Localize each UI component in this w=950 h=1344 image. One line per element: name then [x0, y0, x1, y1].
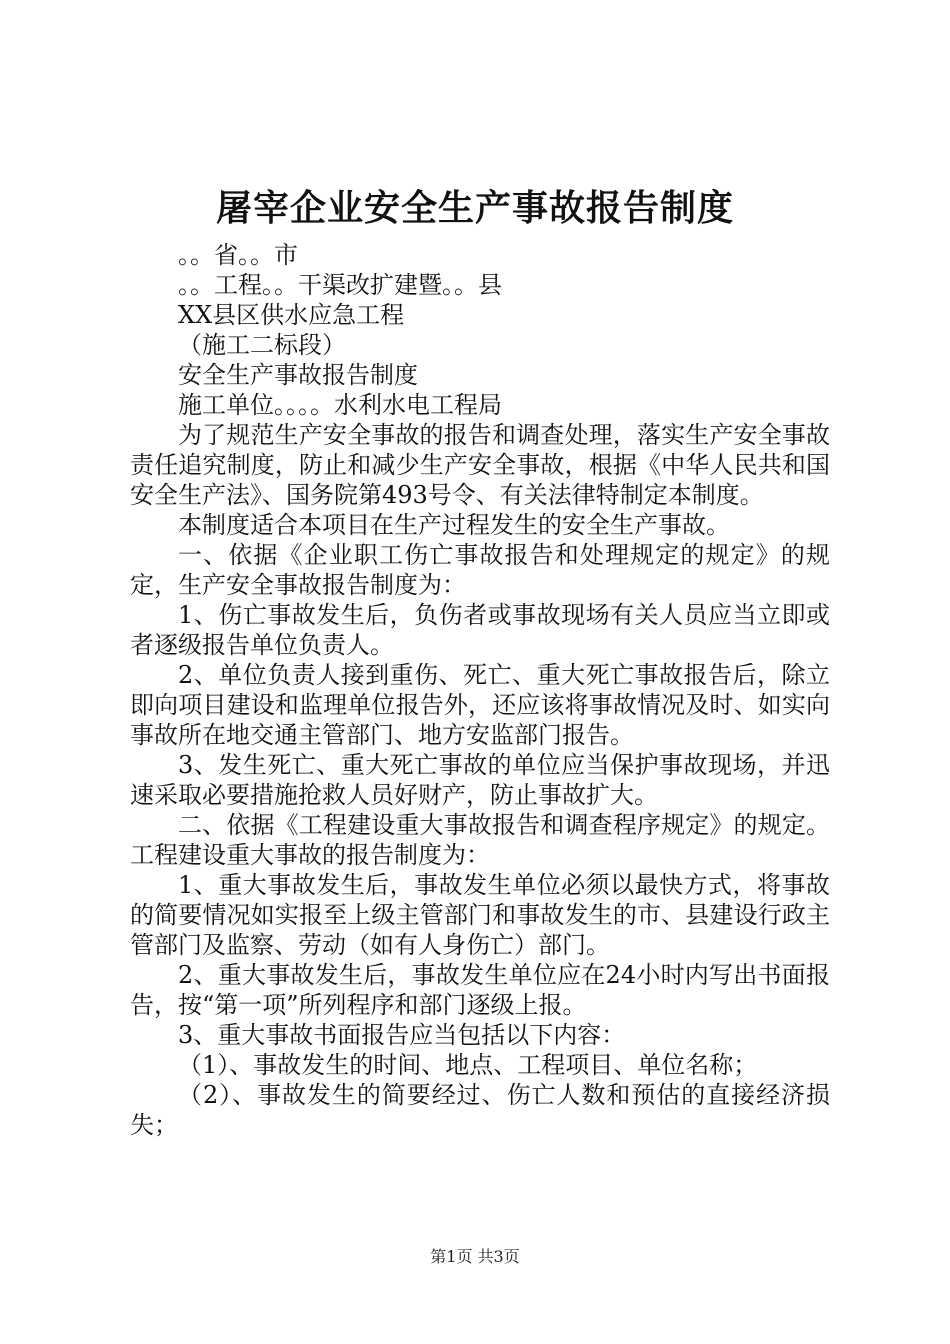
- document-title: 屠宰企业安全生产事故报告制度: [215, 187, 734, 229]
- paragraph: 二、依据《工程建设重大事故报告和调查程序规定》的规定。工程建设重大事故的报告制度为：: [130, 811, 830, 869]
- paragraph: （2）、事故发生的简要经过、伤亡人数和预估的直接经济损失；: [130, 1081, 830, 1139]
- paragraph: 2、重大事故发生后，事故发生单位应在24小时内写出书面报告，按“第一项”所列程序和部门逐级上报。: [130, 961, 830, 1019]
- paragraph: 本制度适合本项目在生产过程发生的安全生产事故。: [178, 511, 730, 539]
- paragraph: （1）、事故发生的时间、地点、工程项目、单位名称；: [178, 1051, 758, 1079]
- header-line: 安全生产事故报告制度: [178, 361, 418, 389]
- paragraph: 3、重大事故书面报告应当包括以下内容：: [178, 1021, 626, 1049]
- header-line: 。。工程。。干渠改扩建暨。。县: [178, 271, 502, 299]
- paragraph: 2、单位负责人接到重伤、死亡、重大死亡事故报告后，除立即向项目建设和监理单位报告外，还应该将事故情况及时、如实向事故所在地交通主管部门、地方安监部门报告。: [130, 661, 830, 749]
- page-footer: 第1页 共3页: [430, 1247, 520, 1266]
- paragraph: 一、依据《企业职工伤亡事故报告和处理规定的规定》的规定，生产安全事故报告制度为：: [130, 541, 830, 599]
- paragraph: 为了规范生产安全事故的报告和调查处理，落实生产安全事故责任追究制度，防止和减少生产安全事故，根据《中华人民共和国安全生产法》、国务院第493号令、有关法律特制定本制度。: [130, 421, 830, 509]
- document-body: [130, 240, 830, 1140]
- paragraph: 1、重大事故发生后，事故发生单位必须以最快方式，将事故的简要情况如实报至上级主管部门和事故发生的市、县建设行政主管部门及监察、劳动（如有人身伤亡）部门。: [130, 871, 830, 959]
- header-line: XX县区供水应急工程: [178, 301, 405, 329]
- header-line: （施工二标段）: [178, 331, 346, 359]
- paragraph: 3、发生死亡、重大死亡事故的单位应当保护事故现场，并迅速采取必要措施抢救人员好财产，防止事故扩大。: [130, 751, 830, 809]
- header-line: 施工单位。。。。水利水电工程局: [178, 391, 502, 419]
- header-line: 。。省。。市: [178, 241, 298, 269]
- paragraph: 1、伤亡事故发生后，负伤者或事故现场有关人员应当立即或者逐级报告单位负责人。: [130, 601, 830, 659]
